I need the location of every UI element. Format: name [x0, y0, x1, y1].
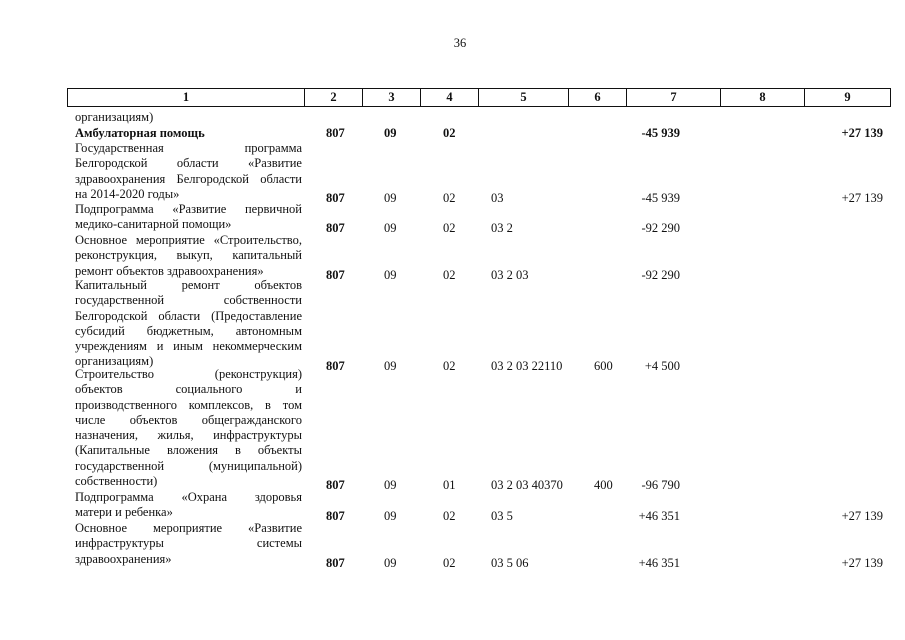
- row-description: [75, 278, 302, 370]
- cell-c7: -96 790: [641, 478, 680, 493]
- description-line: субсидий бюджетным, автономным: [75, 323, 302, 338]
- header-col-9: 9: [805, 89, 891, 107]
- cell-c4: 02: [443, 555, 456, 570]
- cell-c9: +27 139: [841, 509, 883, 524]
- description-line: производственного комплексов, в том: [75, 397, 302, 412]
- cell-c5: 03: [491, 190, 504, 205]
- row-description: [75, 141, 302, 202]
- description-line: Подпрограмма «Охрана здоровья: [75, 490, 302, 504]
- description-line: Белгородской области (Предоставление: [75, 308, 302, 323]
- cell-c5: 03 2: [491, 221, 513, 236]
- header-col-8: 8: [721, 89, 805, 107]
- row-description: [75, 490, 302, 521]
- description-line: на 2014-2020 годы»: [75, 186, 180, 201]
- cell-c6: 600: [594, 358, 613, 373]
- cell-c4: 01: [443, 478, 456, 493]
- description-line: инфраструктуры системы: [75, 536, 302, 551]
- description-line: Основное мероприятие «Развитие: [75, 521, 302, 535]
- row-description: [75, 126, 302, 141]
- cell-c4: 02: [443, 126, 456, 140]
- cell-c7: -92 290: [641, 221, 680, 236]
- row-description: [75, 233, 302, 279]
- description-line: Подпрограмма «Развитие первичной: [75, 202, 302, 216]
- page-number: 36: [453, 36, 467, 50]
- description-line: Белгородской области «Развитие: [75, 156, 302, 171]
- header-col-7: 7: [627, 89, 721, 107]
- cell-c5: 03 5 06: [491, 555, 529, 570]
- cell-c2: 807: [326, 267, 345, 282]
- description-line: медико-санитарной помощи»: [75, 217, 232, 232]
- cell-c2: 807: [326, 358, 345, 373]
- header-col-2: 2: [305, 89, 363, 107]
- cell-c4: 02: [443, 190, 456, 205]
- description-line: реконструкция, выкуп, капитальный: [75, 248, 302, 263]
- cell-c3: 09: [384, 358, 397, 373]
- cell-c4: 02: [443, 509, 456, 524]
- cell-c3: 09: [384, 267, 397, 282]
- description-line: здравоохранения»: [75, 551, 172, 566]
- cell-c2: 807: [326, 478, 345, 493]
- description-line: (Капитальные вложения в объекты: [75, 443, 302, 458]
- description-line: Строительство (реконструкция): [75, 367, 302, 381]
- cell-c2: 807: [326, 126, 345, 140]
- cell-c5: 03 2 03 40370: [491, 478, 563, 493]
- cell-c3: 09: [384, 555, 397, 570]
- cell-c7: -92 290: [641, 267, 680, 282]
- description-line: объектов социального и: [75, 382, 302, 397]
- row-description: [75, 202, 302, 233]
- cell-c7: -45 939: [641, 190, 680, 205]
- description-line: собственности): [75, 474, 158, 489]
- description-line: назначения, жилья, инфраструктуры: [75, 428, 302, 443]
- cell-c2: 807: [326, 190, 345, 205]
- cell-c4: 02: [443, 358, 456, 373]
- cell-c7: +46 351: [638, 555, 680, 570]
- cell-c5: 03 5: [491, 509, 513, 524]
- description-line: организациям): [75, 110, 154, 124]
- description-line: числе объектов общегражданского: [75, 412, 302, 427]
- description-line: государственной собственности: [75, 293, 302, 308]
- description-line: Амбулаторная помощь: [75, 126, 205, 140]
- cell-c7: +46 351: [638, 509, 680, 524]
- header-col-5: 5: [479, 89, 569, 107]
- cell-c5: 03 2 03 22110: [491, 358, 563, 373]
- cell-c3: 09: [384, 509, 397, 524]
- description-line: Капитальный ремонт объектов: [75, 278, 302, 292]
- cell-c7: +4 500: [644, 358, 680, 373]
- description-line: Государственная программа: [75, 141, 302, 155]
- description-line: учреждениям и иным некоммерческим: [75, 339, 302, 354]
- row-description: [75, 521, 302, 567]
- header-col-4: 4: [421, 89, 479, 107]
- cell-c7: -45 939: [641, 126, 680, 140]
- table-header: [67, 88, 891, 107]
- row-description: [75, 110, 302, 125]
- cell-c2: 807: [326, 555, 345, 570]
- cell-c2: 807: [326, 509, 345, 524]
- row-description: [75, 367, 302, 489]
- cell-c4: 02: [443, 221, 456, 236]
- cell-c2: 807: [326, 221, 345, 236]
- cell-c6: 400: [594, 478, 613, 493]
- cell-c3: 09: [384, 478, 397, 493]
- header-col-1: 1: [68, 89, 305, 107]
- description-line: Основное мероприятие «Строительство,: [75, 233, 302, 247]
- cell-c9: +27 139: [841, 126, 883, 140]
- cell-c4: 02: [443, 267, 456, 282]
- cell-c9: +27 139: [841, 555, 883, 570]
- cell-c3: 09: [384, 126, 397, 140]
- description-line: матери и ребенка»: [75, 505, 173, 520]
- description-line: организациям): [75, 354, 154, 369]
- cell-c9: +27 139: [841, 190, 883, 205]
- description-line: здравоохранения Белгородской области: [75, 171, 302, 186]
- description-line: ремонт объектов здравоохранения»: [75, 263, 264, 278]
- cell-c5: 03 2 03: [491, 267, 529, 282]
- cell-c3: 09: [384, 221, 397, 236]
- description-line: государственной (муниципальной): [75, 458, 302, 473]
- header-col-6: 6: [569, 89, 627, 107]
- header-col-3: 3: [363, 89, 421, 107]
- cell-c3: 09: [384, 190, 397, 205]
